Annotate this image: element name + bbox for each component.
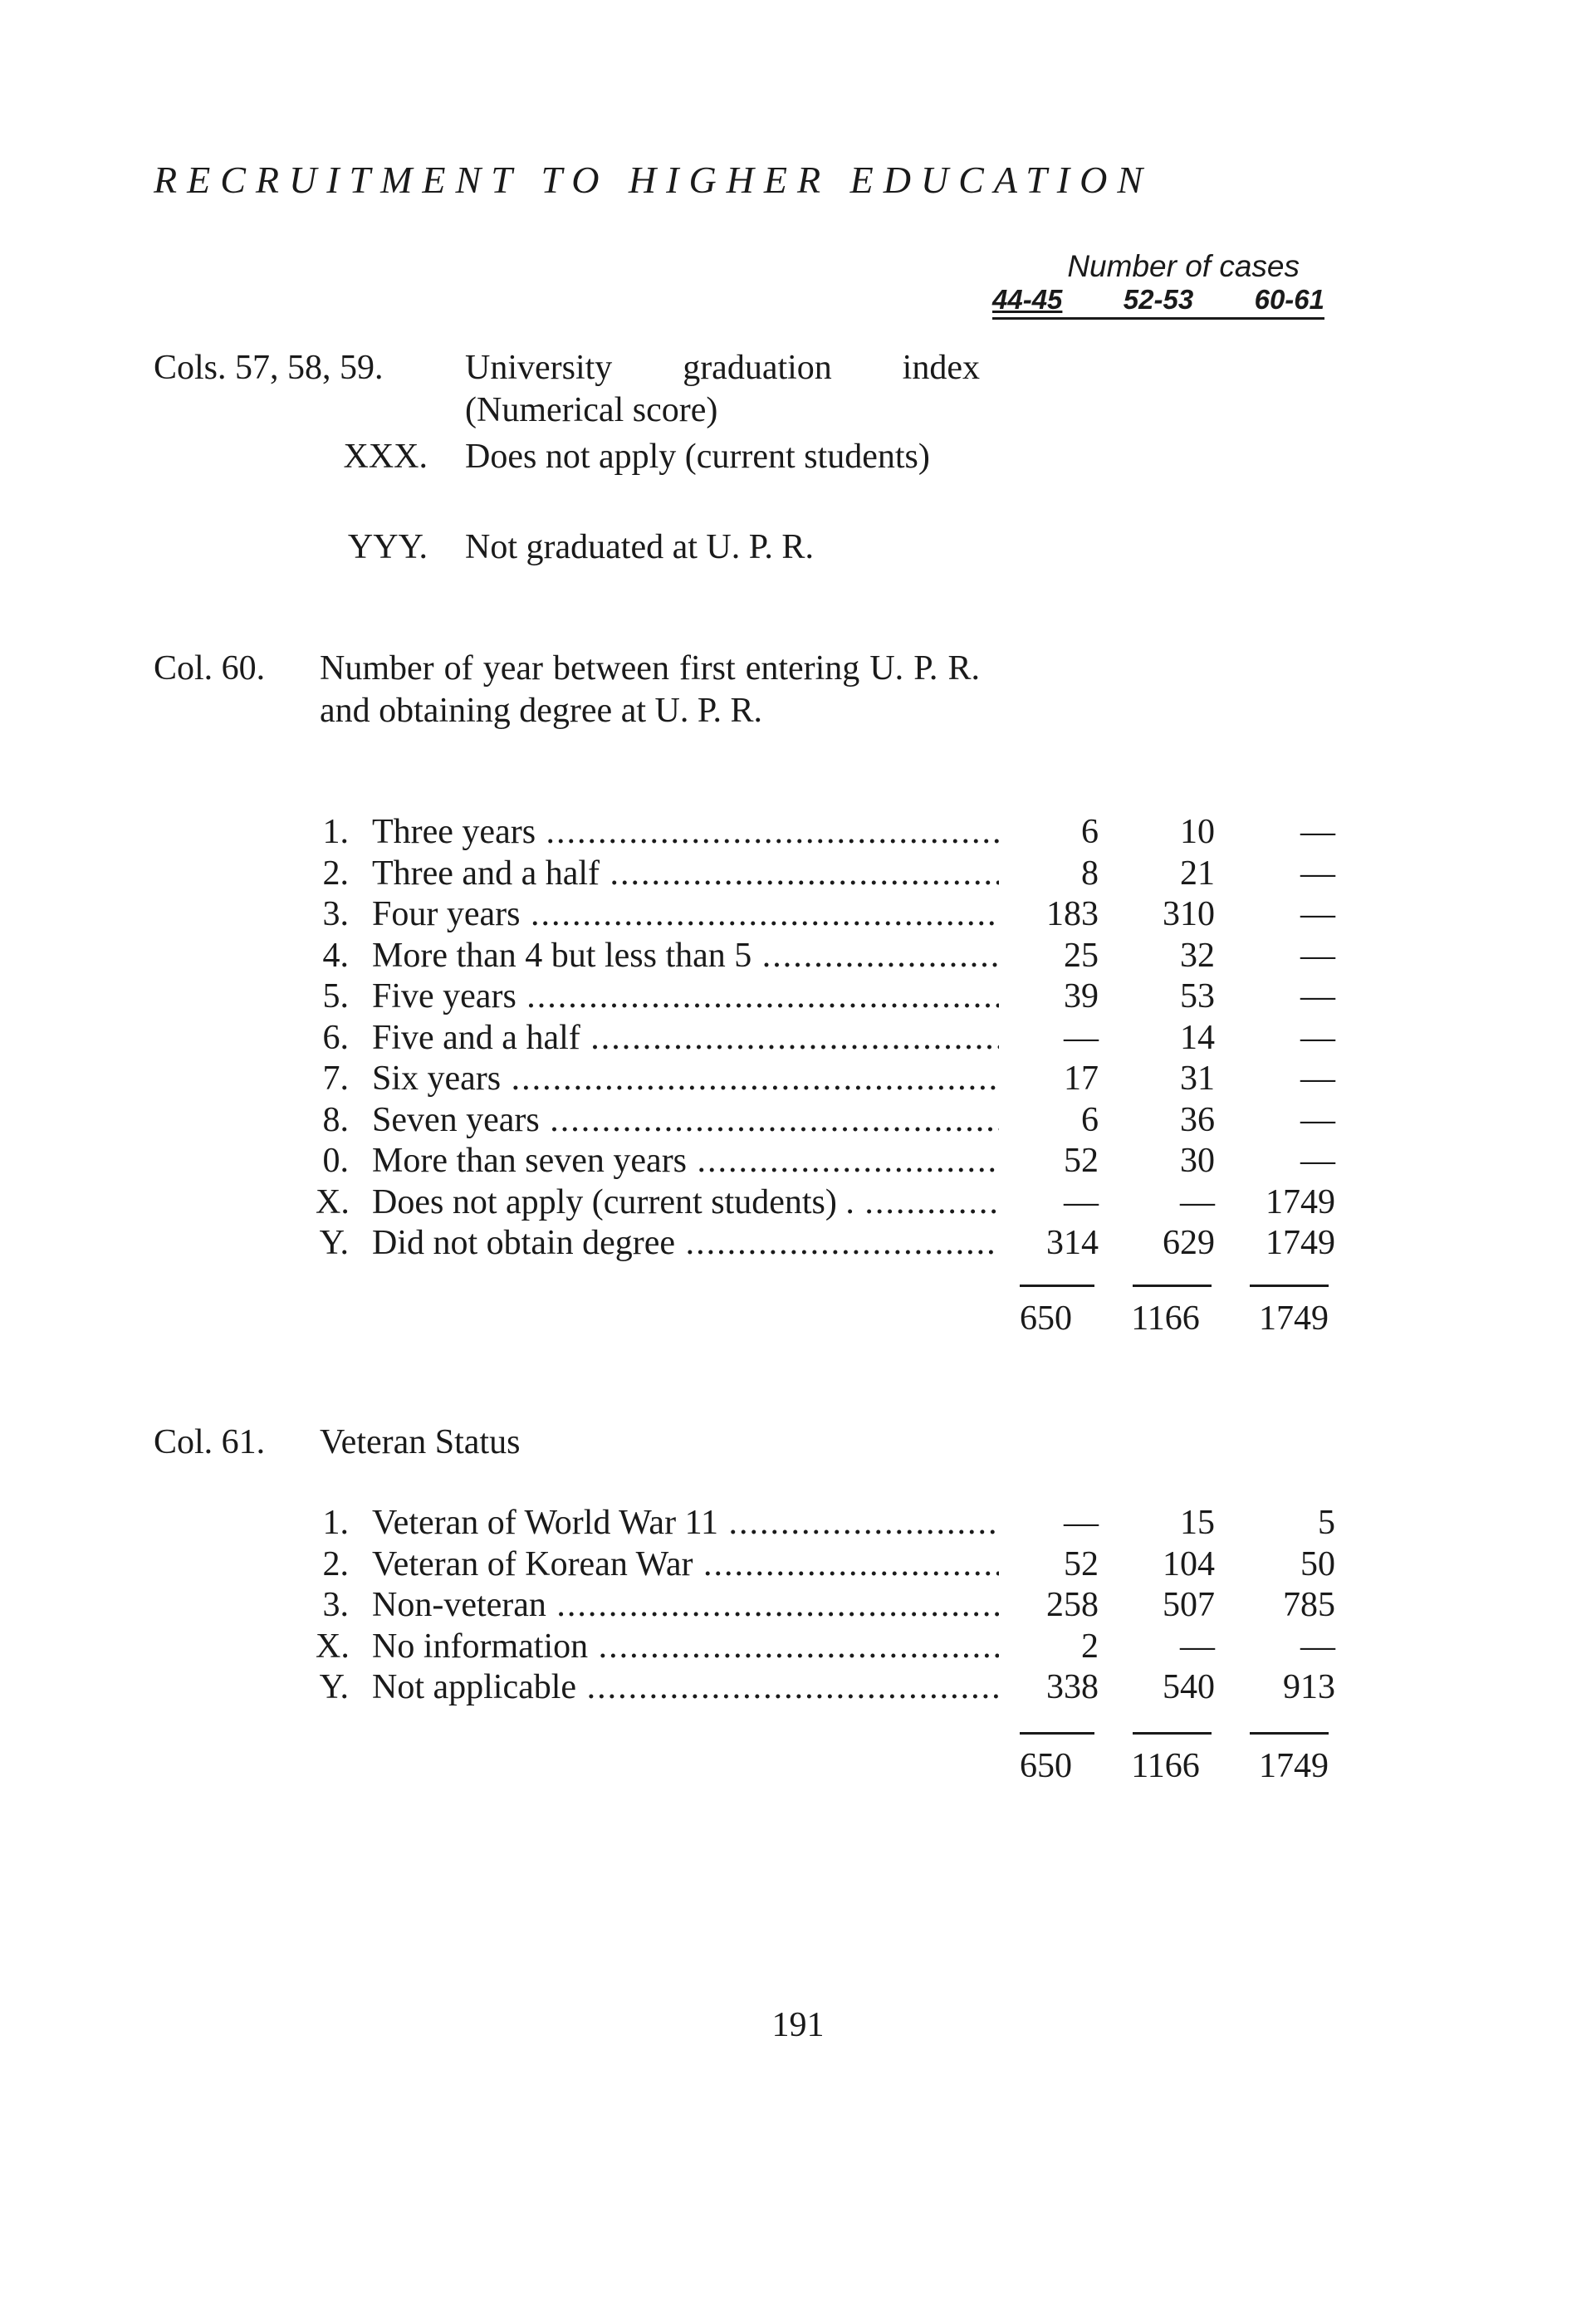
table-row	[316, 1503, 1335, 1544]
row-label	[372, 812, 999, 854]
row-value: 6	[1081, 1100, 1099, 1139]
row-value: 540	[1163, 1668, 1215, 1706]
row-value: 1749	[1266, 1224, 1335, 1262]
row-code: 2.	[322, 854, 349, 893]
col-61-table	[316, 1503, 1335, 1709]
row-value: —	[1300, 1059, 1335, 1098]
row-label	[372, 1544, 999, 1586]
row-label-text: Six years .....	[372, 1059, 999, 1098]
column-heading-title: Number of cases	[1067, 249, 1300, 283]
row-label	[372, 1141, 999, 1182]
table-row	[316, 812, 1335, 854]
row-value: —	[1180, 1627, 1215, 1666]
row-code: 3.	[322, 1586, 349, 1624]
table-row	[316, 854, 1335, 895]
table-row	[316, 1182, 1335, 1224]
row-value: 258	[1046, 1586, 1099, 1624]
row-code: Y.	[319, 1668, 349, 1706]
col-60-desc: Number of year between first entering U. P. R. and obtaining degree at U. P. R.	[320, 649, 980, 730]
xxx-code: XXX.	[343, 438, 428, 476]
row-code: X.	[316, 1182, 350, 1221]
row-value: 21	[1180, 854, 1215, 893]
row-code: 1.	[322, 1504, 349, 1542]
range-1: 44-45	[992, 284, 1063, 315]
table-row	[316, 1059, 1335, 1100]
row-value: 629	[1163, 1224, 1215, 1262]
row-label-text: Does not apply (current students) . .....	[372, 1183, 999, 1221]
col-60-total-2: 1166	[1131, 1299, 1200, 1338]
col-61-total-3: 1749	[1258, 1747, 1329, 1785]
row-value: 32	[1180, 936, 1215, 975]
row-value: 25	[1064, 936, 1099, 975]
row-value: 31	[1180, 1059, 1215, 1098]
range-3: 60-61	[1254, 284, 1324, 315]
row-value: 39	[1064, 977, 1099, 1015]
col-61-code: Col. 61.	[154, 1423, 266, 1461]
row-label-text: No information .....	[372, 1627, 999, 1666]
table-row	[316, 936, 1335, 977]
cols-57-59-code: Cols. 57, 58, 59.	[154, 349, 384, 387]
col-60-table	[316, 812, 1335, 1265]
row-label	[372, 1100, 999, 1142]
row-label	[372, 1667, 999, 1709]
row-code: 0.	[322, 1142, 349, 1180]
table-row	[316, 976, 1335, 1018]
table-row	[316, 894, 1335, 936]
col-60-totals	[1020, 1285, 1329, 1338]
col-61-desc: Veteran Status	[320, 1423, 521, 1461]
row-label	[372, 1585, 999, 1627]
row-label-text: More than seven years .....	[372, 1142, 999, 1180]
row-code: 1.	[322, 813, 349, 851]
row-value: 2	[1081, 1627, 1099, 1666]
row-code: 7.	[322, 1059, 349, 1098]
row-value: —	[1064, 1018, 1099, 1057]
row-label-text: Seven years .....	[372, 1101, 999, 1139]
row-code: 6.	[322, 1018, 349, 1057]
column-heading-ranges	[992, 284, 1324, 320]
col-60-code: Col. 60.	[154, 649, 266, 688]
row-value: 8	[1081, 854, 1099, 893]
row-value: 104	[1163, 1544, 1215, 1583]
table-row	[316, 1627, 1335, 1668]
row-value: 507	[1163, 1586, 1215, 1624]
row-value: —	[1300, 1142, 1335, 1180]
row-value: —	[1300, 1627, 1335, 1666]
row-value: 36	[1180, 1100, 1215, 1139]
col-60-total-1: 650	[1020, 1299, 1072, 1338]
row-value: —	[1300, 854, 1335, 893]
column-heading	[992, 249, 1324, 320]
col-61-totals	[1020, 1732, 1329, 1786]
table-row	[316, 1100, 1335, 1142]
row-value: 52	[1064, 1142, 1099, 1180]
row-value: 183	[1046, 895, 1099, 933]
row-label	[372, 1182, 999, 1224]
table-row	[316, 1223, 1335, 1265]
row-value: —	[1300, 936, 1335, 975]
row-value: 5	[1318, 1504, 1335, 1542]
running-head: RECRUITMENT TO HIGHER EDUCATION	[154, 159, 1153, 201]
row-code: Y.	[319, 1224, 349, 1262]
row-code: 5.	[322, 977, 349, 1015]
col-61-total-1: 650	[1020, 1747, 1072, 1785]
row-value: 338	[1046, 1668, 1099, 1706]
row-label	[372, 1627, 999, 1668]
row-label-text: Veteran of Korean War .....	[372, 1545, 999, 1583]
row-code: 3.	[322, 895, 349, 933]
row-value: 15	[1180, 1504, 1215, 1542]
row-label-text: Four years .....	[372, 895, 999, 933]
col-61-total-2: 1166	[1131, 1747, 1200, 1785]
row-value: —	[1064, 1182, 1099, 1221]
row-value: —	[1300, 813, 1335, 851]
row-label-text: Non-veteran .....	[372, 1586, 999, 1624]
row-label-text: Did not obtain degree .....	[372, 1224, 999, 1262]
row-value: 14	[1180, 1018, 1215, 1057]
page-number: 191	[771, 2006, 825, 2044]
row-code: 8.	[322, 1100, 349, 1139]
cols-57-59-desc: University graduation index (Numerical score)	[465, 349, 980, 429]
row-label	[372, 936, 999, 977]
row-label-text: Five and a half .....	[372, 1019, 999, 1057]
row-label-text: Three and a half .....	[372, 854, 999, 893]
row-code: 2.	[322, 1544, 349, 1583]
row-value: 913	[1283, 1668, 1335, 1706]
row-label	[372, 1059, 999, 1100]
row-label-text: Five years .....	[372, 977, 999, 1015]
row-value: —	[1300, 895, 1335, 933]
row-value: —	[1300, 1100, 1335, 1139]
row-value: —	[1300, 1018, 1335, 1057]
row-value: —	[1180, 1182, 1215, 1221]
range-2: 52-53	[1123, 284, 1194, 315]
row-label-text: Not applicable .....	[372, 1668, 999, 1706]
row-value: 10	[1180, 813, 1215, 851]
row-value: —	[1300, 977, 1335, 1015]
row-value: 1749	[1266, 1182, 1335, 1221]
table-row	[316, 1141, 1335, 1182]
col-60-total-3: 1749	[1258, 1299, 1329, 1338]
row-code: X.	[316, 1627, 350, 1666]
row-value: 53	[1180, 977, 1215, 1015]
row-label	[372, 976, 999, 1018]
row-value: 314	[1046, 1224, 1099, 1262]
row-label-text: Veteran of World War 11 .....	[372, 1504, 999, 1542]
row-label	[372, 1223, 999, 1265]
table-row	[316, 1667, 1335, 1709]
row-value: 6	[1081, 813, 1099, 851]
row-value: 30	[1180, 1142, 1215, 1180]
yyy-code: YYY.	[347, 528, 428, 566]
row-value: 52	[1064, 1544, 1099, 1583]
row-value: 17	[1064, 1059, 1099, 1098]
row-value: —	[1064, 1504, 1099, 1542]
row-label-text: More than 4 but less than 5 .....	[372, 937, 999, 975]
row-code: 4.	[322, 936, 349, 975]
row-label	[372, 1018, 999, 1059]
table-row	[316, 1018, 1335, 1059]
row-value: 785	[1283, 1586, 1335, 1624]
row-value: 50	[1300, 1544, 1335, 1583]
xxx-desc: Does not apply (current students)	[465, 438, 930, 476]
row-label	[372, 854, 999, 895]
yyy-desc: Not graduated at U. P. R.	[465, 528, 814, 566]
table-row	[316, 1585, 1335, 1627]
row-label	[372, 894, 999, 936]
row-label	[372, 1503, 999, 1544]
row-value: 310	[1163, 895, 1215, 933]
row-label-text: Three years .....	[372, 813, 999, 851]
table-row	[316, 1544, 1335, 1586]
